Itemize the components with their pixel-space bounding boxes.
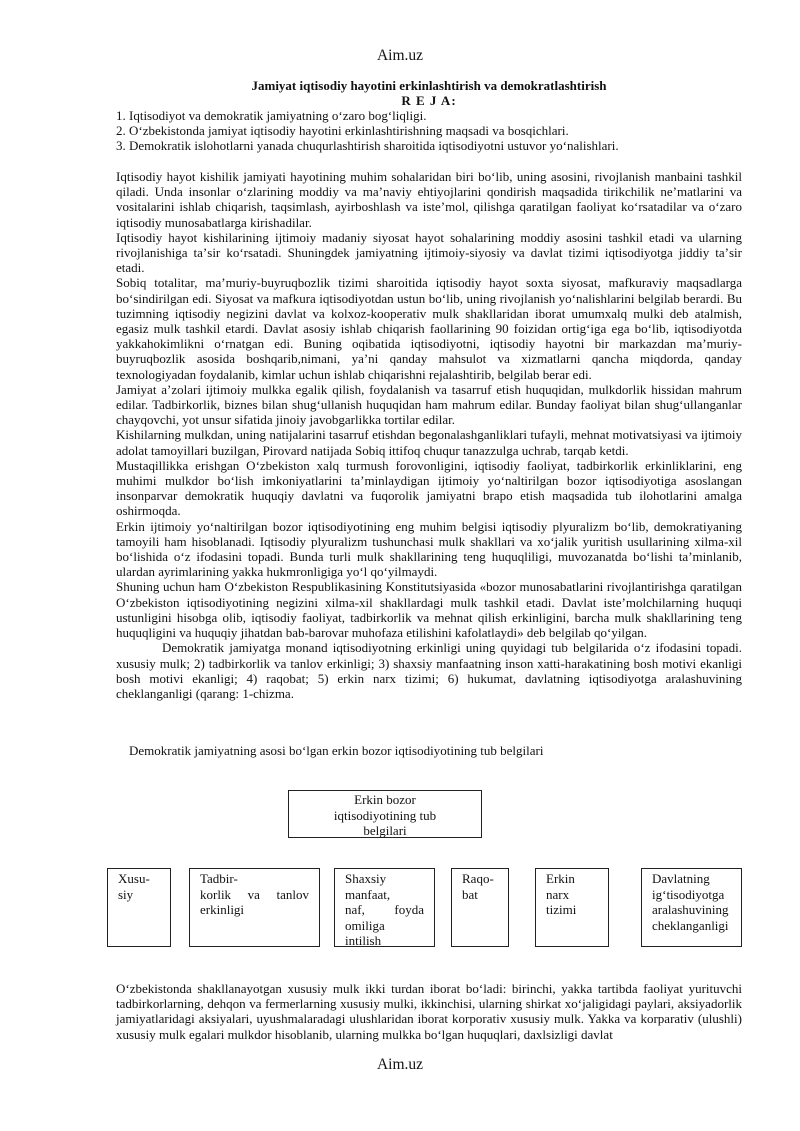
diagram-box-raqobat [451,868,509,947]
diagram-root-box [288,790,482,838]
box-line: Xusu- [118,871,150,886]
plan-list [116,108,756,154]
box-line: Tadbir- [200,871,238,886]
box-line: intilish [345,933,382,948]
diagram-box-erkin-narx [535,868,609,947]
box-line: korlik va tanlov [200,886,309,902]
box-line: iqtisodiyotining tub [333,807,437,823]
plan-heading: R E J A: [401,93,457,108]
box-line: Raqo- [462,871,494,886]
paragraph: Shuning uchun ham Oʻzbekiston Respublikasining Konstitutsiyasida «bozor munosabatlarini rivojlantirishga qaratilgan Oʻzbekiston iqtisodiyotining negizini xilma-xil shakllardagi mulk tashkil etadi. Davlat isteʼmolchilarning huquqi ustunligini hisobga olib, iqtisodiy faoliyat, tadbirkorlik va mehnat qilish erkinligini, barcha mulk shakllarining teng huquqligini va huquqiy jihatdan bab-barovar muhofaza etilishini kafolatlaydi» deb belgilab qoʻyilgan. [116,579,742,641]
diagram-box-shaxsiy-manfaat [334,868,435,947]
site-footer: Aim.uz [376,1056,424,1073]
box-line: belgilari [363,823,407,838]
paragraph: Demokratik jamiyatga monand iqtisodiyotning erkinligi uning quyidagi tub belgilarida oʻz ifodasini topadi. xususiy mulk; 2) tadbirkorlik va tanlov erkinligi; 3) shaxsiy manfaatning inson xatti-harakatining bosh motivi ekanligi bosh motivi ekanligi; 4) raqobat; 5) erkin narx tizimi; 6) hukumat, davlatning iqtisodiyotga aralashuvining cheklanganligi (qarang: 1-chizma. [116,640,742,701]
site-header: Aim.uz [376,47,424,64]
plan-item: 1. Iqtisodiyot va demokratik jamiyatning oʻzaro bogʻliqligi. [116,108,427,123]
diagram-box-xususiy [107,868,171,947]
box-line: omiliga [345,917,385,933]
box-line: aralashuvining [652,902,729,917]
document-title: Jamiyat iqtisodiy hayotini erkinlashtirish va demokratlashtirish [251,78,607,93]
diagram-heading: Demokratik jamiyatning asosi boʻlgan erkin bozor iqtisodiyotining tub belgilari [129,743,544,758]
paragraph: Iqtisodiy hayot kishilarining ijtimoiy madaniy siyosat hayot sohalarining moddiy asosini tashkil etadi va ularning rivojlanishiga taʼsir koʻrsatadi. Shuningdek jamiyatning ijtimoiy-siyosiy va davlat tizimi iqtisodiyotga jiddiy taʼsir etadi. [116,229,742,276]
box-line: narx [546,886,570,902]
body-text [116,169,742,701]
paragraph: Erkin ijtimoiy yoʻnaltirilgan bozor iqtisodiyotining eng muhim belgisi iqtisodiy plyuralizm boʻlib, demokratiyaning tamoyili ham hisoblanadi. Iqtisodiy plyuralizm tushunchasi mulk shakllari va xoʻjalik yuritish usullarining xilma-xil boʻlishida oʻz ifodasini topadi. Bunda turli mulk shakllarining teng huquqliligi, muvozanatda boʻlishi taʼminlanib, ulardan ayrimlarining yakka hukmronligiga yoʻl qoʻyilmaydi. [116,518,742,580]
paragraph: Sobiq totalitar, maʼmuriy-buyruqbozlik tizimi sharoitida iqtisodiy hayot soxta siyosat, mafkuraviy maqsadlarga boʻsindirilgan edi. Siyosat va mafkura iqtisodiyotdan ustun boʻlib, uning rivojlanish yoʻnalishlarini belgilab berardi. Bu tuzimning iqtisodiy negizini davlat va kolxoz-kooperativ mulk shakllaridan iborat umumxalq mulki deb atalmish, egasiz mulk tashkil etardi. Davlat asosiy ishlab chiqarish faollarining 90 foizidan ortigʻiga ega boʻlib, iqtisodiyotda yakkahokimlikni oʻrnatgan edi. Buning oqibatida iqtisodiyotni, iqtisodiy hayotni bir markazdan maʼmuriy-buyruqbozlik asosida boshqarib,nimani, yaʼni qanday mahsulot va xizmatlarni qancha miqdorda, qanday texnologiyadan foydalanib, kimlar uchun ishlab chiqarishni rejalashtirib, belgilab berar edi. [116,275,742,382]
box-line: erkinligi [200,902,245,917]
box-line: tizimi [546,902,577,917]
paragraph: Jamiyat aʼzolari ijtimoiy mulkka egalik qilish, foydalanish va tasarruf etish huquqidan, mulkdorlik hissidan mahrum edilar. Tadbirkorlik, biznes bilan shugʻullanish huquqidan ham mahrum edilar. Bunday faoliyat bilan shugʻullanganlar chayqovchi, yot unsur sifatida jinoiy javobgarlikka tortilar edilar. [116,381,742,428]
plan-item: 3. Demokratik islohotlarni yanada chuqurlashtirish sharoitida iqtisodiyotni ustuvor yoʻnalishlari. [116,138,619,154]
diagram-box-davlat [641,868,742,947]
paragraph: Mustaqillikka erishgan Oʻzbekiston xalq turmush forovonligini, iqtisodiy faoliyat, tadbirkorlik erkinliklarini, eng muhimi mulkdor boʻlish imkoniyatlarini taʼminlaydigan ijtimoiy yoʻnaltirilgan bozor iqtisodiyotiga asoslangan insonparvar demokratik huquqiy davlatni va fuqorolik jamiyatni brapo etish maqsadida tub ilohotlarini amalga oshirmoqda. [116,457,742,519]
box-line: bat [462,886,478,902]
box-line: cheklanganligi [652,917,729,933]
box-line: Shaxsiy [345,871,387,886]
box-line: siy [118,886,134,902]
plan-item: 2. Oʻzbekistonda jamiyat iqtisodiy hayotini erkinlashtirishning maqsadi va bosqichlari. [116,123,569,139]
box-line: manfaat, [345,886,391,902]
diagram-box-tadbirkorlik [189,868,320,947]
paragraph: Iqtisodiy hayot kishilik jamiyati hayotining muhim sohalaridan biri boʻlib, uning asosini, rivojlanish manbaini tashkil qiladi. Unda insonlar oʻzlarining moddiy va maʼnaviy ehtiyojlarini qondirish maqsadida tirikchilik neʼmatlarini va vositalarini ishlab chiqarish, taqsimlash, ayirboshlash va isteʼmol, qilishga qaratilgan faoliyat koʻrsatadilar va oʻzaro iqtisodiy munosabatlarga kirishadilar. [116,169,742,230]
box-line: igʻtisodiyotga [652,886,725,902]
box-line: Erkin bozor [354,792,416,807]
paragraph: Kishilarning mulkdan, uning natijalarini tasarruf etishdan begonalashganliklari tufayli, mehnat motivatsiyasi va ijtimoiy adolat tamoyillari buzilgan, Pirovard natijada Sobiq ittifoq chuqur tanazzulga uchrab, tarqab ketdi. [116,427,742,458]
closing-paragraph: Oʻzbekistonda shakllanayotgan xususiy mulk ikki turdan iborat boʻladi: birinchi, yakka tartibda faoliyat yurituvchi tadbirkorlarning, dehqon va fermerlarning xususiy mulki, ikkinchisi, ularning shirkat xoʻjaligidagi paylari, aksiyadorlik jamiyatlaridagi aksiyalari, uyushmalaradagi ulushlaridan iborat korporativ xususiy mulk. Yakka va korparativ (ulushli) xususiy mulk egalari mulkdor hisoblanib, ularning mulkka boʻlgan huquqlari, daxlsizligi davlat [116,981,742,1042]
box-line: Erkin [546,871,575,886]
box-line: naf, foyda [345,902,424,917]
box-line: Davlatning [652,871,710,886]
